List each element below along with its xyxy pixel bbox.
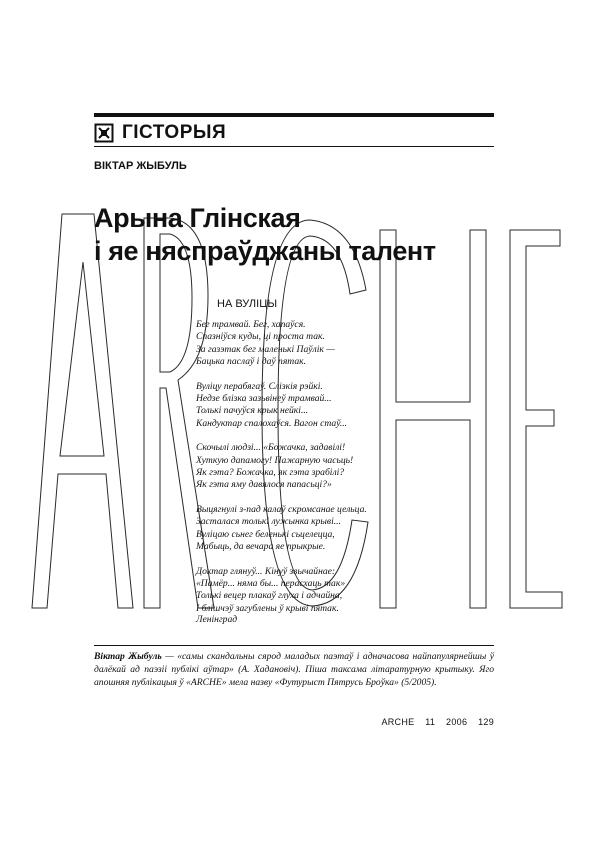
poem-line: За газэтак бег маленькі Паўлік — xyxy=(196,343,335,355)
poem-stanza xyxy=(196,504,367,554)
poem-line: Спазніўся куды, ці проста так. xyxy=(196,331,325,343)
poem-line: Засталася толькі лужынка крыві... xyxy=(196,516,341,528)
bio-divider xyxy=(94,645,494,646)
poem-line: Вуліцу перабягаў. Слізкія рэйкі. xyxy=(196,380,323,392)
poem-line: «Памёр... няма бы... перасхаць так» xyxy=(196,577,346,589)
poem xyxy=(196,319,367,627)
author-bio xyxy=(94,650,494,689)
poem-place: Ленінград xyxy=(196,614,238,625)
poem-line: Мабыць, да вечара яе прыкрые. xyxy=(196,541,326,553)
poem-line: Доктар глянуў... Кінуў звычайнае: xyxy=(196,565,336,577)
poem-line: Бег трамвай. Бег, хапаўся. xyxy=(196,319,306,330)
bio-text: — «самы скандальны сярод маладых паэтаў і адначасова найпапулярнейшы ў далёкай ад паэзіі публікі аўтар» (А. Хадановіч). Піша таксама літаратурную крытыку. Яго апошняя публікацыя ў «ARCHE» мела назву «Футурыст Пятрусь Броўка» (5/2005). xyxy=(94,651,495,688)
poem-line: Толькі вецер плакаў глуха і адчайна, xyxy=(196,590,343,602)
poem-line: Недзе блізка зазьвінеў трамвай... xyxy=(196,393,332,405)
footer-issue: 11 xyxy=(425,717,436,727)
poem-stanza xyxy=(196,442,367,492)
poem-line: Хуткую дапамогу! Пажарную часьць! xyxy=(196,454,354,466)
rubric-square-icon xyxy=(94,123,114,143)
poem-line: Кандуктар спалохаўся. Вагон стаў... xyxy=(196,417,348,429)
top-rule xyxy=(94,113,494,117)
section-header xyxy=(94,122,226,144)
page-number: 129 xyxy=(478,717,494,727)
poem-line: Толькі пачуўся крык нейкі... xyxy=(196,405,309,417)
article-title-line-1: Арына Глінская xyxy=(94,203,301,233)
page-footer xyxy=(373,717,494,727)
poem-line: Як гэта? Божачка, як гэта зрабілі? xyxy=(196,467,345,479)
poem-line: Вуліцаю сьнег беленькі сьцелецца, xyxy=(196,528,335,540)
poem-stanza xyxy=(196,566,367,616)
poem-line: Бацька паслаў і даў пятак. xyxy=(196,356,307,368)
watermark-letter-a xyxy=(32,214,133,608)
section-title: ГІСТОРЫЯ xyxy=(122,122,227,143)
footer-year: 2006 xyxy=(446,717,468,727)
poem-stanza xyxy=(196,381,367,431)
poem-line: І блішчэў загублены ў крыві пятак. xyxy=(196,602,339,614)
poem-stanza xyxy=(196,319,367,369)
bio-author-name: Віктар Жыбуль xyxy=(94,651,162,662)
section-divider xyxy=(94,146,494,147)
article-title-line-2: і яе няспраўджаны талент xyxy=(94,236,436,266)
author-name: ВІКТАР ЖЫБУЛЬ xyxy=(94,160,187,172)
footer-journal: ARCHE xyxy=(381,717,415,727)
poem-line: Выцягнулі з-пад калаў скромсанае цельца. xyxy=(196,503,367,515)
watermark-letter-e xyxy=(510,230,562,608)
poem-title: НА ВУЛІЦЫ xyxy=(217,298,278,310)
watermark-letter-h xyxy=(380,230,486,608)
article-title xyxy=(94,202,436,268)
poem-line: Скочылі людзі... «Божачка, задавілі! xyxy=(196,442,346,454)
poem-line: Як гэта яму давялося папасьці?» xyxy=(196,479,332,491)
